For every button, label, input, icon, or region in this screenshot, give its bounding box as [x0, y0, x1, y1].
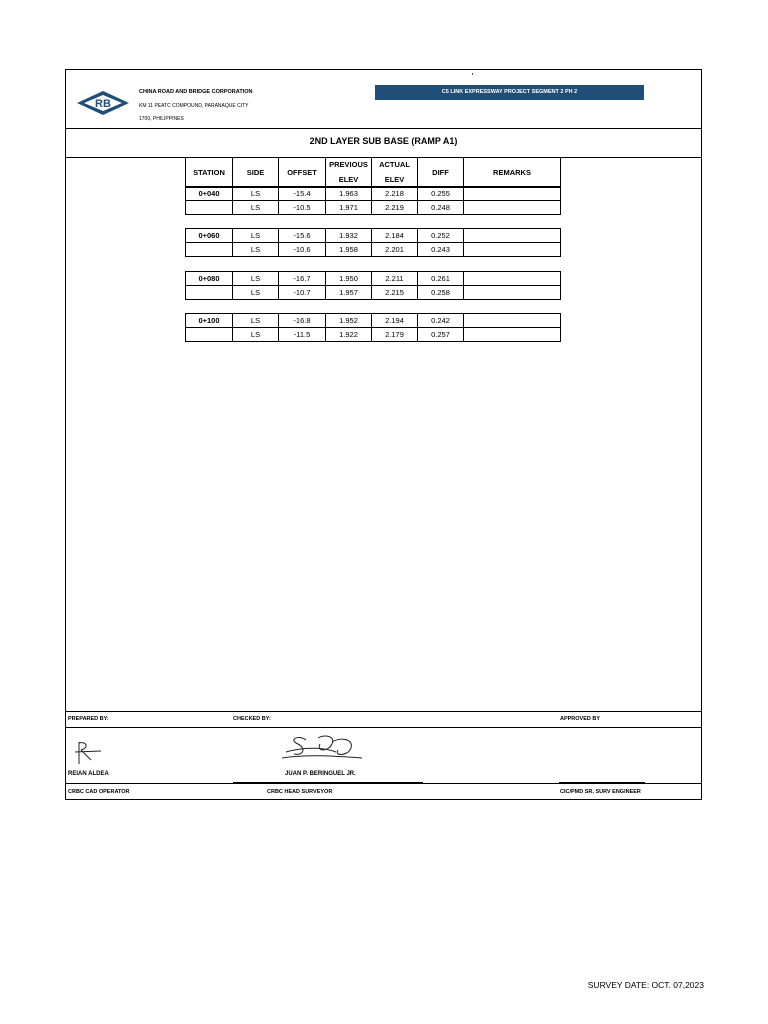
offset-cell: -11.5 [279, 328, 326, 342]
station-group-0-100 [185, 313, 561, 342]
previous-elev-cell: 1.971 [326, 201, 372, 215]
previous-elev-cell: 1.952 [326, 314, 372, 328]
company-name: CHINA ROAD AND BRIDGE CORPORATION [139, 89, 253, 95]
remarks-cell [464, 314, 561, 328]
station-cell: 0+060 [186, 229, 233, 243]
previous-elev-cell: 1.958 [326, 243, 372, 257]
remarks-cell [464, 201, 561, 215]
offset-cell: -15.6 [279, 229, 326, 243]
previous-elev-cell: 1.922 [326, 328, 372, 342]
side-cell: LS [233, 328, 279, 342]
remarks-cell [464, 187, 561, 201]
company-address-line1: KM 11 PEATC COMPOUND, PARANAQUE CITY [139, 103, 249, 109]
signature-roles-row [66, 783, 701, 800]
side-cell: LS [233, 314, 279, 328]
table-header [185, 157, 561, 188]
header-offset: OFFSET [279, 158, 326, 188]
preparer-role: CRBC CAD OPERATOR [68, 789, 130, 795]
previous-elev-cell: 1.950 [326, 272, 372, 286]
header-actual-elev: ELEV [372, 173, 418, 188]
side-cell: LS [233, 286, 279, 300]
diff-cell: 0.248 [418, 201, 464, 215]
table-row [186, 187, 561, 201]
header-diff: DIFF [418, 158, 464, 188]
checker-name: JUAN P. BERINGUEL JR. [285, 771, 356, 777]
sheet-header [66, 70, 701, 129]
remarks-cell [464, 328, 561, 342]
station-cell: 0+100 [186, 314, 233, 328]
actual-elev-cell: 2.179 [372, 328, 418, 342]
table-row [186, 229, 561, 243]
header-tick-mark [472, 73, 473, 75]
prepared-by-label: PREPARED BY: [68, 716, 109, 722]
station-cell [186, 286, 233, 300]
table-row [186, 328, 561, 342]
side-cell: LS [233, 229, 279, 243]
sheet-title: 2ND LAYER SUB BASE (RAMP A1) [66, 128, 701, 158]
offset-cell: -16.8 [279, 314, 326, 328]
diff-cell: 0.258 [418, 286, 464, 300]
checker-role: CRBC HEAD SURVEYOR [267, 789, 333, 795]
checker-signature-icon [276, 732, 366, 764]
diff-cell: 0.243 [418, 243, 464, 257]
actual-elev-cell: 2.218 [372, 187, 418, 201]
station-group-0-040 [185, 186, 561, 215]
table-row [186, 272, 561, 286]
station-cell [186, 328, 233, 342]
side-cell: LS [233, 201, 279, 215]
offset-cell: -15.4 [279, 187, 326, 201]
station-cell: 0+040 [186, 187, 233, 201]
diff-cell: 0.257 [418, 328, 464, 342]
actual-elev-cell: 2.184 [372, 229, 418, 243]
diff-cell: 0.242 [418, 314, 464, 328]
diff-cell: 0.252 [418, 229, 464, 243]
actual-elev-cell: 2.194 [372, 314, 418, 328]
table-row [186, 201, 561, 215]
actual-elev-cell: 2.215 [372, 286, 418, 300]
station-cell [186, 243, 233, 257]
remarks-cell [464, 243, 561, 257]
header-side: SIDE [233, 158, 279, 188]
previous-elev-cell: 1.957 [326, 286, 372, 300]
diff-cell: 0.261 [418, 272, 464, 286]
diff-cell: 0.255 [418, 187, 464, 201]
header-previous: PREVIOUS [326, 158, 372, 173]
survey-sheet [65, 69, 702, 800]
station-cell [186, 201, 233, 215]
actual-elev-cell: 2.219 [372, 201, 418, 215]
offset-cell: -10.7 [279, 286, 326, 300]
company-logo-icon [76, 90, 130, 116]
previous-elev-cell: 1.932 [326, 229, 372, 243]
company-address-line2: 1700, PHILIPPINES [139, 116, 184, 122]
remarks-cell [464, 229, 561, 243]
side-cell: LS [233, 243, 279, 257]
table-row [186, 286, 561, 300]
offset-cell: -16.7 [279, 272, 326, 286]
station-cell: 0+080 [186, 272, 233, 286]
project-title-bar: C5 LINK EXPRESSWAY PROJECT SEGMENT 2 PH 2 [375, 85, 644, 100]
station-group-0-080 [185, 271, 561, 300]
signature-labels-row [66, 711, 701, 728]
station-group-0-060 [185, 228, 561, 257]
side-cell: LS [233, 272, 279, 286]
approved-by-label: APPROVED BY [560, 716, 601, 722]
previous-elev-cell: 1.963 [326, 187, 372, 201]
table-row [186, 314, 561, 328]
remarks-cell [464, 272, 561, 286]
side-cell: LS [233, 187, 279, 201]
header-remarks: REMARKS [464, 158, 561, 188]
remarks-cell [464, 286, 561, 300]
checked-by-label: CHECKED BY: [233, 716, 271, 722]
preparer-name: REIAN ALDEA [68, 771, 109, 777]
logo-text: RB [95, 98, 111, 110]
header-station: STATION [186, 158, 233, 188]
offset-cell: -10.5 [279, 201, 326, 215]
survey-date: SURVEY DATE: OCT. 07,2023 [587, 980, 704, 990]
actual-elev-cell: 2.211 [372, 272, 418, 286]
approver-role: CIC/PMD SR, SURV ENGINEER [560, 789, 641, 795]
table-row [186, 243, 561, 257]
preparer-signature-icon [71, 738, 111, 768]
header-actual: ACTUAL [372, 158, 418, 173]
actual-elev-cell: 2.201 [372, 243, 418, 257]
offset-cell: -10.6 [279, 243, 326, 257]
header-previous-elev: ELEV [326, 173, 372, 188]
